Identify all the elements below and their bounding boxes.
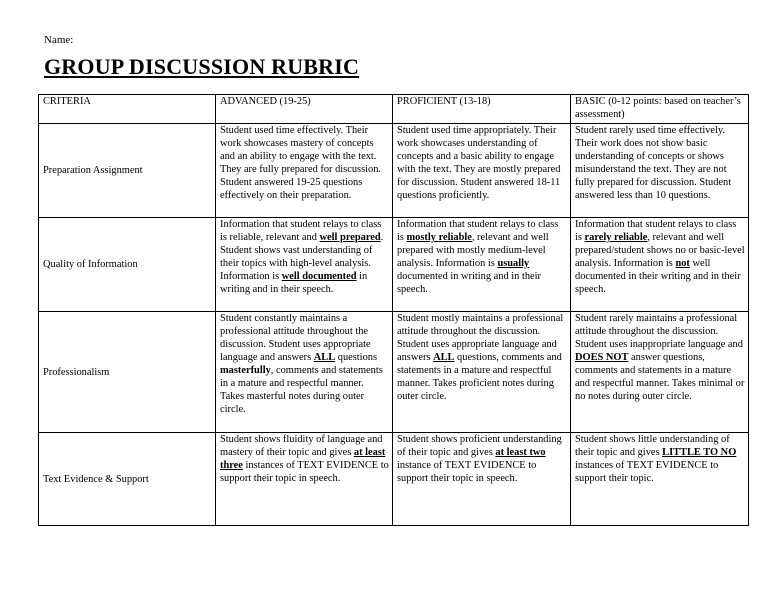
emphasized-text: ALL: [433, 352, 455, 363]
criteria-cell: Text Evidence & Support: [39, 433, 216, 526]
cell-text: Student used time appropriately. Their work showcases understanding of concepts and a basic ability to engage with the text. They are mostly prepared for discussion. Student answered 18-11 questions proficiently.: [397, 125, 561, 201]
basic-cell: [571, 218, 749, 312]
cell-text: , relevant and well prepared with mostly medium-level analysis. Information is: [397, 232, 549, 269]
criteria-cell: Quality of Information: [39, 218, 216, 312]
table-row: [39, 312, 749, 433]
emphasized-text: well prepared: [319, 232, 381, 243]
column-header-proficient: PROFICIENT (13-18): [393, 95, 571, 124]
cell-text: Student shows fluidity of language and mastery of their topic and gives: [220, 434, 383, 458]
emphasized-text: at least two: [495, 447, 546, 458]
cell-text: Student rarely used time effectively. Their work does not show basic understanding of concepts or shows misunderstand the text. They are not fully prepared for discussion. Student answered less than 10 questions.: [575, 125, 732, 201]
cell-text: Student rarely maintains a professional attitude throughout the discussion. Student uses inappropriate language and: [575, 313, 743, 350]
document-title: GROUP DISCUSSION RUBRIC: [44, 54, 360, 79]
emphasized-text: not: [675, 258, 690, 269]
cell-text: Student used time effectively. Their work showcases mastery of concepts and an ability to engage with the text. They are fully prepared for discussion. Student answered 19-25 questions effectively on their preparation.: [220, 125, 381, 201]
cell-text: Student shows little understanding of their topic and gives: [575, 434, 730, 458]
basic-cell: [571, 433, 749, 526]
cell-text: instances of TEXT EVIDENCE to support their topic.: [575, 460, 719, 484]
advanced-cell: [216, 218, 393, 312]
emphasized-text: mostly reliable: [406, 232, 472, 243]
advanced-cell: [216, 124, 393, 218]
table-row: [39, 124, 749, 218]
cell-text: well documented in their writing and in their speech.: [575, 258, 741, 295]
column-header-basic: BASIC (0-12 points: based on teacher’s assessment): [571, 95, 749, 124]
column-header-criteria: CRITERIA: [39, 95, 216, 124]
emphasized-text: usually: [497, 258, 530, 269]
column-header-advanced: ADVANCED (19-25): [216, 95, 393, 124]
cell-text: Information that student relays to class is: [575, 219, 737, 243]
basic-cell: [571, 312, 749, 433]
emphasized-text: rarely reliable: [584, 232, 648, 243]
proficient-cell: [393, 124, 571, 218]
table-row: [39, 218, 749, 312]
cell-text: , comments and statements in a mature and respectful manner. Takes masterful notes during outer circle.: [220, 365, 383, 415]
emphasized-text: at least three: [220, 447, 386, 471]
cell-text: documented in writing and in their speech.: [397, 271, 541, 295]
cell-text: Information that student relays to class is: [397, 219, 559, 243]
emphasized-text: DOES NOT: [575, 352, 629, 363]
table-row: [39, 433, 749, 526]
emphasized-text: ALL: [313, 352, 336, 363]
proficient-cell: [393, 218, 571, 312]
cell-text: Student shows proficient understanding of their topic and gives: [397, 434, 562, 458]
cell-text: Student constantly maintains a professional attitude throughout the discussion. Student uses appropriate language and answers: [220, 313, 371, 363]
name-label: Name:: [44, 34, 74, 46]
cell-text: answer questions, comments and statements in a mature and respectful manner. Takes minimal or no notes during outer circle.: [575, 352, 745, 402]
cell-text: . Student shows vast understanding of their topics with high-level analysis. Information is: [220, 232, 384, 282]
header-row: [39, 95, 749, 124]
cell-text: instances of TEXT EVIDENCE to support their topic in speech.: [220, 460, 389, 484]
proficient-cell: [393, 433, 571, 526]
emphasized-text: well documented: [281, 271, 357, 282]
advanced-cell: [216, 312, 393, 433]
rubric-table: [38, 94, 749, 526]
cell-text: , relevant and well prepared/student shows no or basic-level analysis. Information is: [575, 232, 745, 269]
criteria-cell: Professionalism: [39, 312, 216, 433]
proficient-cell: [393, 312, 571, 433]
advanced-cell: [216, 433, 393, 526]
cell-text: instance of TEXT EVIDENCE to support their topic in speech.: [397, 460, 537, 484]
cell-text: questions: [335, 352, 378, 363]
emphasized-text: LITTLE TO NO: [662, 447, 737, 458]
basic-cell: [571, 124, 749, 218]
cell-text: Student mostly maintains a professional attitude throughout the discussion. Student uses appropriate language and answers: [397, 313, 564, 363]
cell-text: Information that student relays to class is reliable, relevant and: [220, 219, 382, 243]
criteria-cell: Preparation Assignment: [39, 124, 216, 218]
cell-text: questions, comments and statements in a mature and respectful manner. Takes proficient notes during outer circle.: [397, 352, 562, 402]
cell-text: in writing and in their speech.: [220, 271, 368, 295]
emphasized-text: masterfully: [220, 365, 271, 376]
